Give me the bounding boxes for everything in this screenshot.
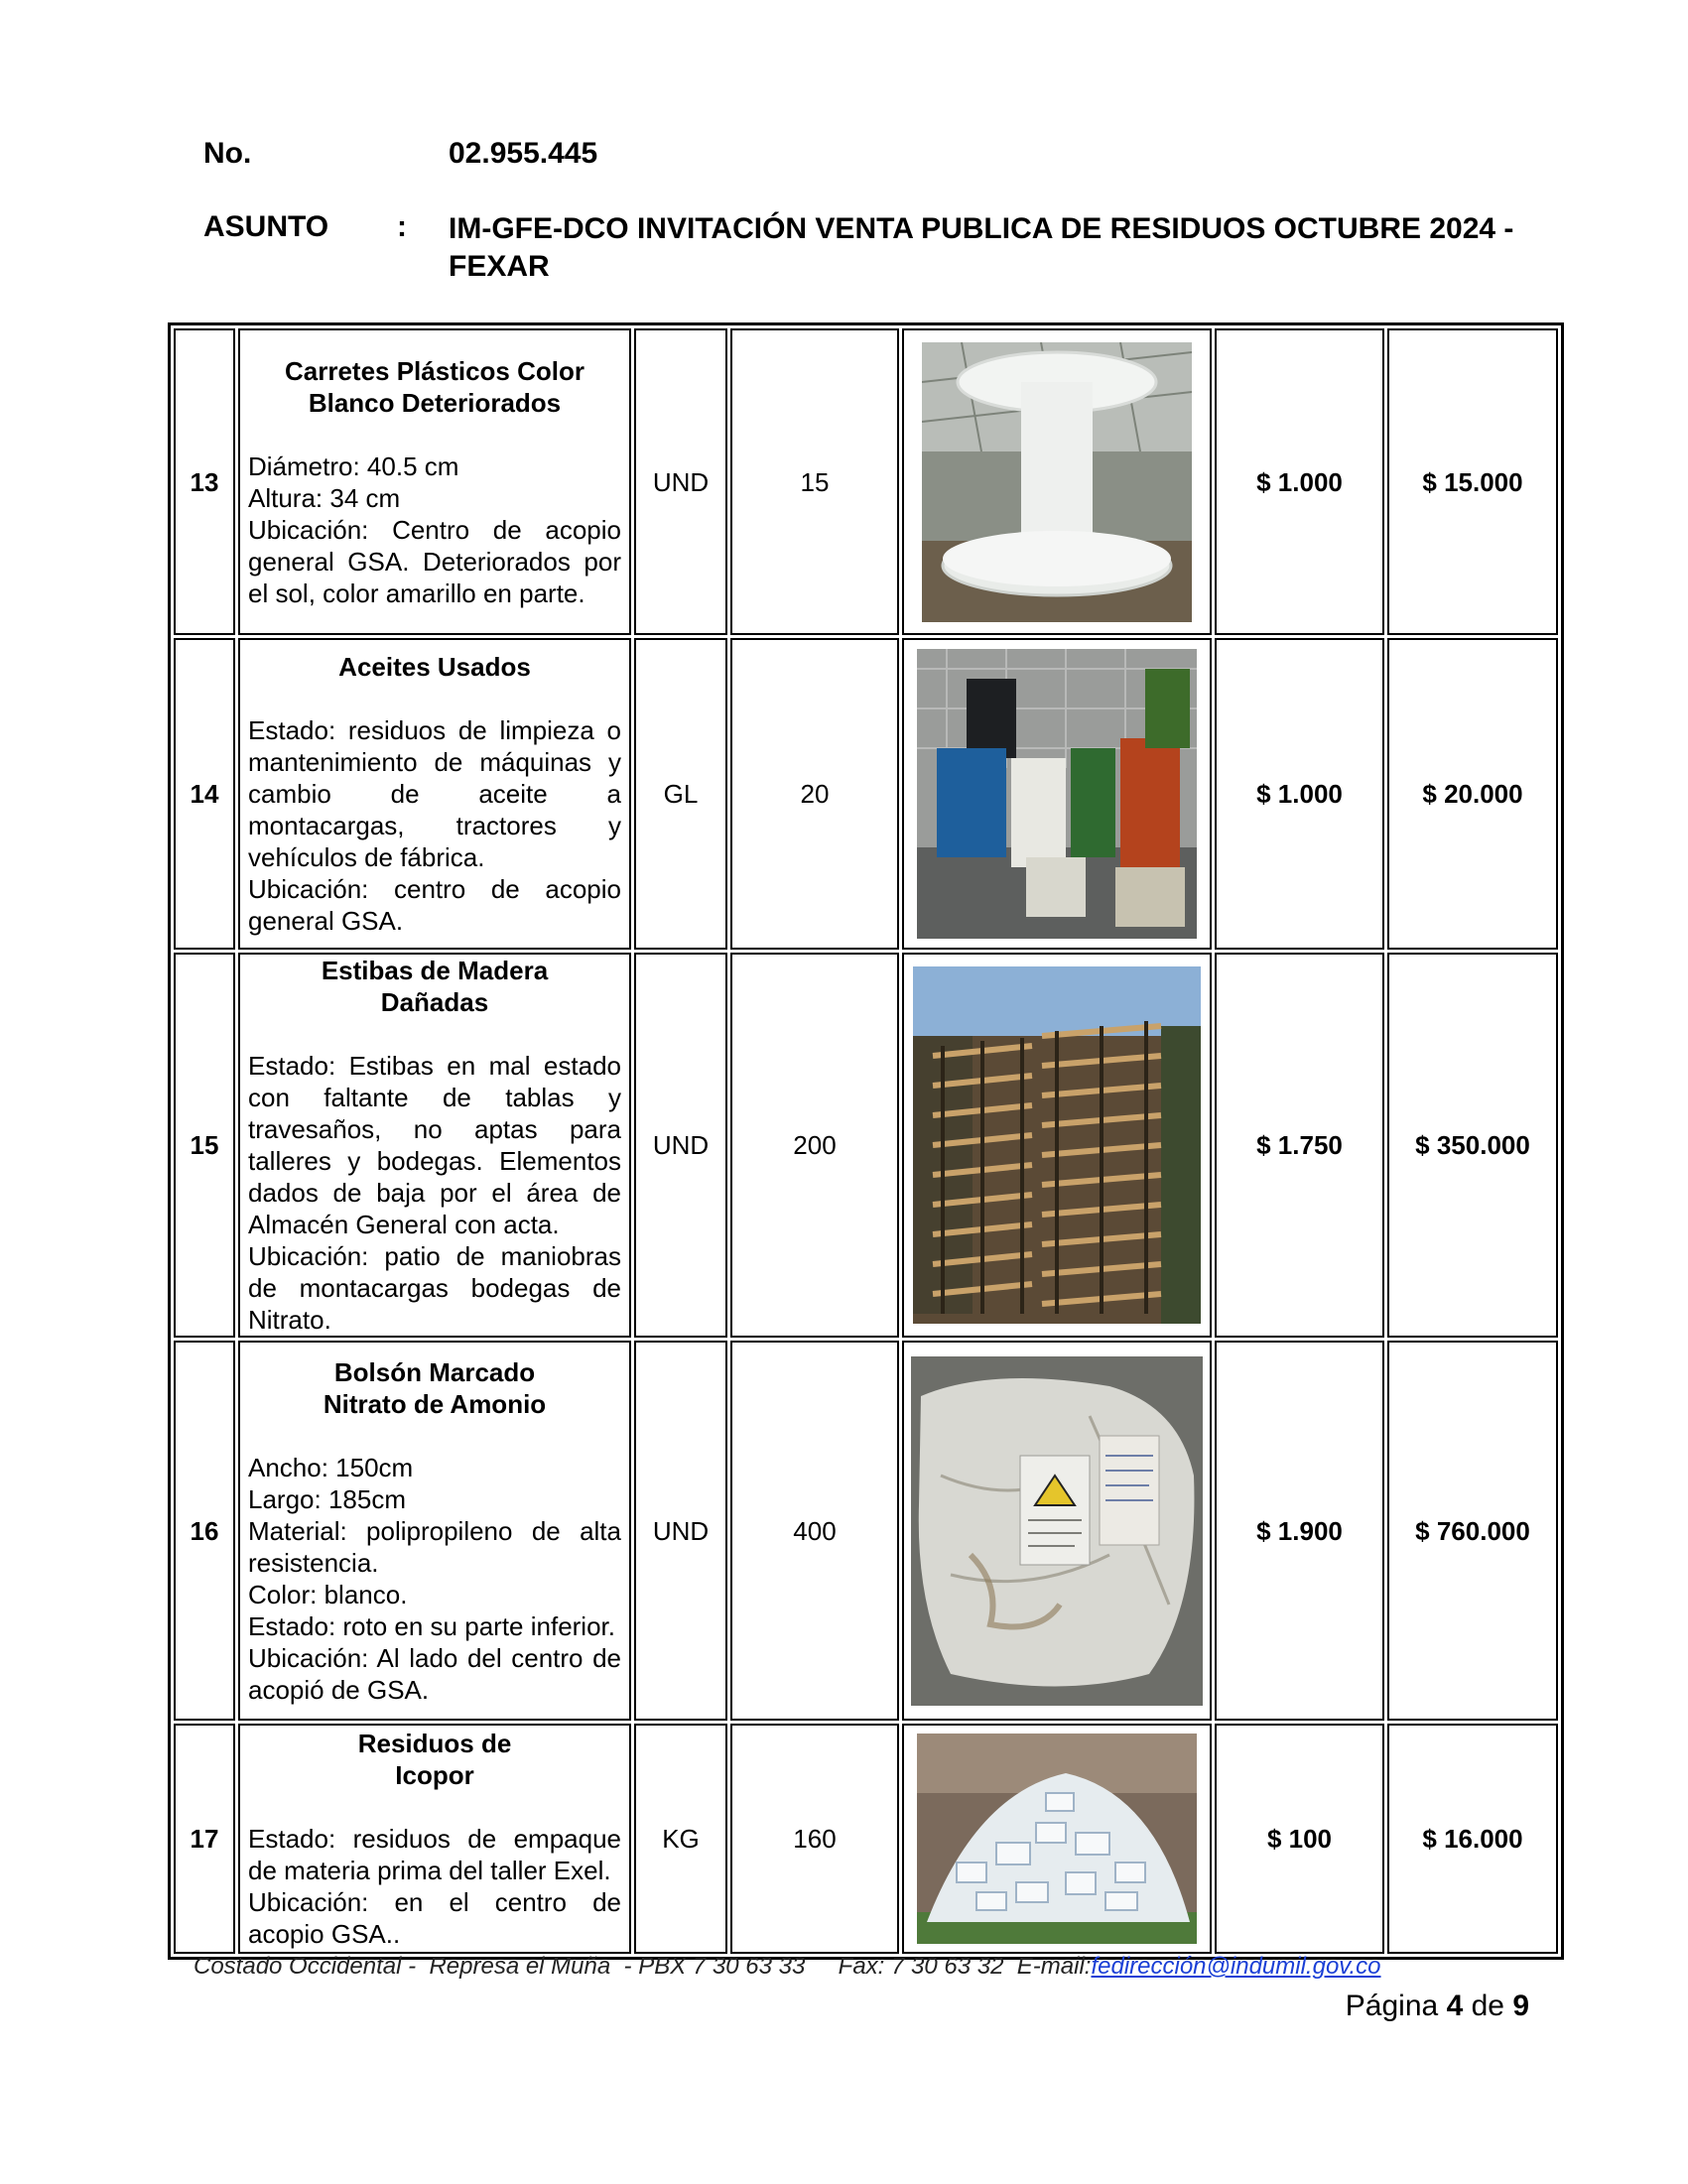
items-table: [168, 322, 1564, 1960]
item-description: [238, 953, 631, 1338]
item-description: [238, 328, 631, 635]
item-title: Dañadas: [380, 987, 489, 1017]
footer-contact-text: Costado Occidental - Represa el Muña - PBX 7 30 63 33 Fax: 7 30 63 32 E-mail:: [194, 1953, 1092, 1980]
item-detail: Ubicación: en el centro de acopio GSA..: [248, 1887, 621, 1949]
item-title: Icopor: [395, 1760, 474, 1790]
item-photo-cell: [902, 1724, 1212, 1954]
page-current: 4: [1446, 1990, 1464, 2022]
item-quantity: 400: [730, 1341, 899, 1721]
item-description: [238, 1341, 631, 1721]
item-photo-cell: [902, 953, 1212, 1338]
item-title: Aceites Usados: [338, 652, 531, 682]
item-unit-price: $ 1.900: [1215, 1341, 1384, 1721]
item-title: Blanco Deteriorados: [308, 387, 562, 418]
item-unit: KG: [634, 1724, 727, 1954]
item-detail: Ubicación: patio de maniobras de montacargas bodegas de Nitrato.: [248, 1241, 621, 1335]
item-quantity: 15: [730, 328, 899, 635]
item-detail: Estado: Estibas en mal estado con faltante de tablas y travesaños, no aptas para talleres y bodegas. Elementos dados de baja por el área de Almacén General con acta.: [248, 1051, 621, 1239]
item-photo-cell: [902, 638, 1212, 950]
page-separator: de: [1471, 1990, 1504, 2022]
item-detail: Ubicación: Centro de acopio general GSA. Deteriorados por el sol, color amarillo en parte.: [248, 514, 621, 608]
item-total: $ 15.000: [1387, 328, 1558, 635]
item-detail: Material: polipropileno de alta resistencia.: [248, 1515, 621, 1578]
table-row: [174, 953, 1558, 1338]
bulk-bag-photo: [911, 1356, 1203, 1706]
page-total: 9: [1512, 1990, 1529, 2022]
item-number: 17: [174, 1724, 235, 1954]
item-detail: Estado: residuos de limpieza o mantenimiento de máquinas y cambio de aceite a montacargas, tractores y vehículos de fábrica.: [248, 715, 621, 872]
doc-number-label: No.: [203, 137, 252, 170]
item-title: Residuos de: [357, 1729, 512, 1758]
item-detail: Diámetro: 40.5 cm: [248, 450, 459, 481]
item-detail: Ancho: 150cm: [248, 1452, 414, 1482]
item-total: $ 760.000: [1387, 1341, 1558, 1721]
item-title: Nitrato de Amonio: [323, 1388, 547, 1419]
item-detail: Estado: roto en su parte inferior.: [248, 1610, 615, 1641]
item-title: Estibas de Madera: [321, 956, 549, 985]
item-total: $ 16.000: [1387, 1724, 1558, 1954]
page-indicator: [1346, 1990, 1529, 2023]
item-unit: UND: [634, 1341, 727, 1721]
item-number: 15: [174, 953, 235, 1338]
plastic-spool-photo: [922, 342, 1192, 622]
item-quantity: 160: [730, 1724, 899, 1954]
item-title: Carretes Plásticos Color: [284, 355, 584, 386]
wooden-pallets-photo: [913, 966, 1201, 1324]
table-row: [174, 328, 1558, 635]
table-row: [174, 638, 1558, 950]
item-detail: Color: blanco.: [248, 1579, 408, 1609]
item-description: [238, 638, 631, 950]
item-total: $ 350.000: [1387, 953, 1558, 1338]
item-detail: Largo: 185cm: [248, 1483, 406, 1514]
subject-label: ASUNTO: [203, 210, 329, 243]
doc-number-value: 02.955.445: [449, 137, 598, 170]
item-number: 14: [174, 638, 235, 950]
item-unit-price: $ 1.000: [1215, 328, 1384, 635]
item-detail: Estado: residuos de empaque de materia prima del taller Exel.: [248, 1824, 621, 1885]
item-total: $ 20.000: [1387, 638, 1558, 950]
subject-colon: :: [397, 210, 407, 243]
item-description: [238, 1724, 631, 1954]
item-detail: Ubicación: Al lado del centro de acopió de GSA.: [248, 1642, 621, 1705]
item-unit: UND: [634, 953, 727, 1338]
item-detail: Ubicación: centro de acopio general GSA.: [248, 874, 621, 936]
footer-email-link[interactable]: fedirección@indumil.gov.co: [1091, 1953, 1381, 1980]
item-unit: UND: [634, 328, 727, 635]
page-prefix: Página: [1345, 1990, 1439, 2022]
oil-drums-photo: [917, 649, 1197, 939]
item-title: Bolsón Marcado: [333, 1356, 536, 1387]
item-number: 13: [174, 328, 235, 635]
item-quantity: 200: [730, 953, 899, 1338]
item-unit: GL: [634, 638, 727, 950]
item-quantity: 20: [730, 638, 899, 950]
table-row: [174, 1341, 1558, 1721]
item-unit-price: $ 1.000: [1215, 638, 1384, 950]
item-photo-cell: [902, 328, 1212, 635]
footer-contact: [194, 1953, 1381, 1981]
table-row: [174, 1724, 1558, 1954]
item-detail: Altura: 34 cm: [248, 482, 401, 513]
item-unit-price: $ 1.750: [1215, 953, 1384, 1338]
styrofoam-waste-photo: [917, 1734, 1197, 1944]
item-unit-price: $ 100: [1215, 1724, 1384, 1954]
subject-value: IM-GFE-DCO INVITACIÓN VENTA PUBLICA DE RESIDUOS OCTUBRE 2024 - FEXAR: [449, 212, 1514, 283]
item-photo-cell: [902, 1341, 1212, 1721]
item-number: 16: [174, 1341, 235, 1721]
